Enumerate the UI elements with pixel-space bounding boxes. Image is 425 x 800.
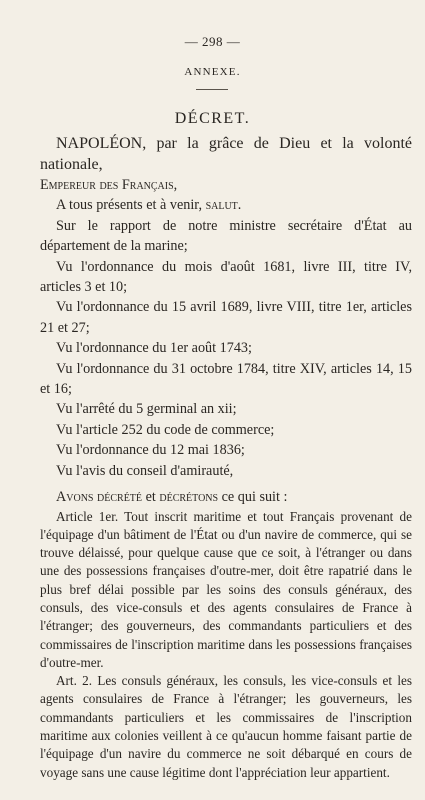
opening-line: NAPOLÉON, par la grâce de Dieu et la volonté nationale, (40, 135, 412, 173)
emperor-title: Empereur des Français, (40, 177, 178, 193)
visa-line: Vu l'avis du conseil d'amirauté, (56, 462, 234, 479)
visa-line: Vu l'ordonnance du 15 avril 1689, livre VIII, titre 1er, articles 21 et 27; (40, 299, 412, 336)
visa-line: Vu l'ordonnance du 31 octobre 1784, titre XIV, articles 14, 15 et 16; (40, 360, 412, 398)
visa-line: Vu l'ordonnance du 12 mai 1836; (56, 442, 245, 459)
visa-line: Vu l'ordonnance du 1er août 1743; (56, 340, 252, 357)
formula-part: ce qui suit : (221, 489, 288, 506)
article-paragraph: Article 1er. Tout inscrit maritime et tout Français provenant de l'équipage d'un bâtiment de l'État ou d'un navire de commerce, qui se trouve délaissé, pour quelque cause que ce soit, à l'étranger ou dans une des possessions françaises d'outre-mer, doit être rapatrié dans le plus bref délai possible par les soins des consuls généraux, des consuls, des vice-consuls et des agents consulaires de France à l'étranger; des gouverneurs, des commandants particuliers et des commissaires de l'inscription maritime dans les possessions françaises d'outre-mer. (40, 508, 412, 670)
salutation-text: A tous présents et à venir, (56, 197, 203, 214)
opening-title (40, 175, 412, 195)
salutation (40, 195, 412, 215)
formula-part: Avons décrété (56, 489, 143, 506)
salutation-word: salut. (205, 197, 242, 214)
page-number: — 298 — (184, 34, 241, 49)
formula-part: décrétons (159, 489, 219, 506)
document-title: DÉCRET. (174, 110, 251, 127)
visa-line: Sur le rapport de notre ministre secrétaire d'État au département de la marine; (40, 217, 412, 255)
visa-line: Vu l'ordonnance du mois d'août 1681, livre III, titre IV, articles 3 et 10; (40, 258, 412, 296)
article-paragraph: Art. 2. Les consuls généraux, les consuls, les vice-consuls et les agents consulaires de France à l'étranger; les gouverneurs, les commandants particuliers et les commissaires de l'inscription maritime aux colonies veillent à ce qu'aucun homme faisant partie de l'équipage d'un navire du commerce ne soit débarqué en cours de voyage sans une cause légitime dont l'appréciation leur appartient. (40, 673, 412, 780)
decree-formula (40, 487, 412, 507)
document-body (40, 133, 412, 782)
separator-rule (196, 89, 228, 90)
visa-line: Vu l'arrêté du 5 germinal an xii; (56, 401, 237, 418)
formula-part: et (145, 489, 156, 506)
articles (40, 508, 412, 782)
visa-line: Vu l'article 252 du code de commerce; (56, 421, 275, 438)
section-label: ANNEXE. (184, 66, 241, 78)
